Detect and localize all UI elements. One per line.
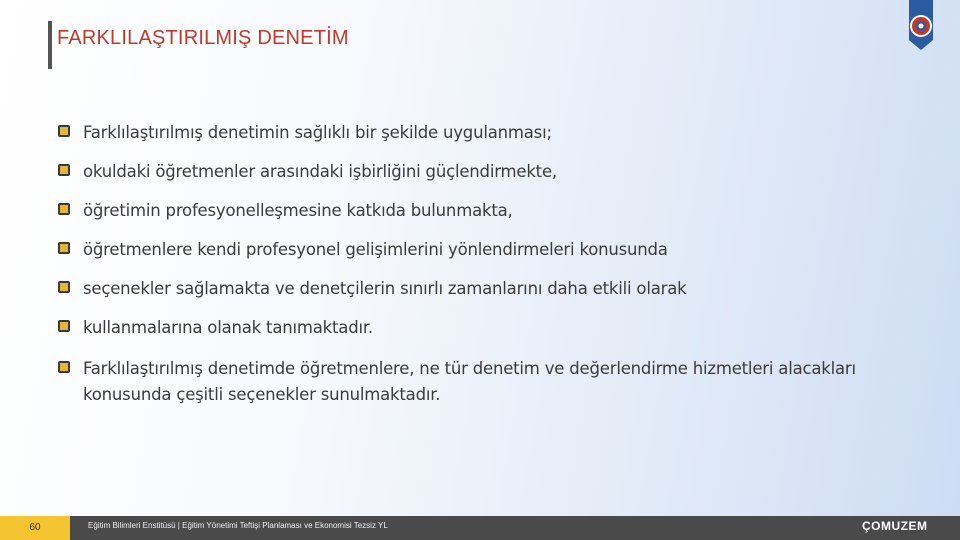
square-bullet-icon [58, 125, 70, 137]
brand-name: ÇOMUZEM [862, 519, 928, 533]
title-accent-bar [48, 21, 52, 69]
bullet-text: öğretimin profesyonelleşmesine katkıda bulunmakta, [83, 201, 513, 220]
slide-title: FARKLILAŞTIRILMIŞ DENETİM [57, 27, 349, 49]
page-number-box [0, 516, 70, 540]
square-bullet-icon [58, 203, 70, 215]
bullet-text: okuldaki öğretmenler arasındaki işbirliğini güçlendirmekte, [83, 162, 557, 181]
footer-text: Eğitim Bilimleri Enstitüsü | Eğitim Yönetimi Teftişi Planlaması ve Ekonomisi Tezsiz YL [88, 521, 388, 530]
square-bullet-icon [58, 164, 70, 176]
bullet-text: seçenekler sağlamakta ve denetçilerin sınırlı zamanlarını daha etkili olarak [83, 279, 687, 298]
square-bullet-icon [58, 281, 70, 293]
square-bullet-icon [58, 320, 70, 332]
footer-bar [0, 516, 960, 540]
page-number: 60 [29, 522, 41, 533]
bullet-text: Farklılaştırılmış denetimin sağlıklı bir şekilde uygulanması; [83, 123, 552, 142]
square-bullet-icon [58, 361, 70, 373]
square-bullet-icon [58, 242, 70, 254]
bullet-text: öğretmenlere kendi profesyonel gelişimlerini yönlendirmeleri konusunda [83, 240, 668, 259]
university-seal-icon [903, 0, 939, 54]
brand-logo [862, 519, 928, 533]
bullet-text: kullanmalarına olanak tanımaktadır. [83, 318, 373, 337]
bullet-text: Farklılaştırılmış denetimde öğretmenlere, ne tür denetim ve değerlendirme hizmetleri alacakları konusunda çeşitli seçenekler sunulmaktadır. [83, 359, 856, 404]
